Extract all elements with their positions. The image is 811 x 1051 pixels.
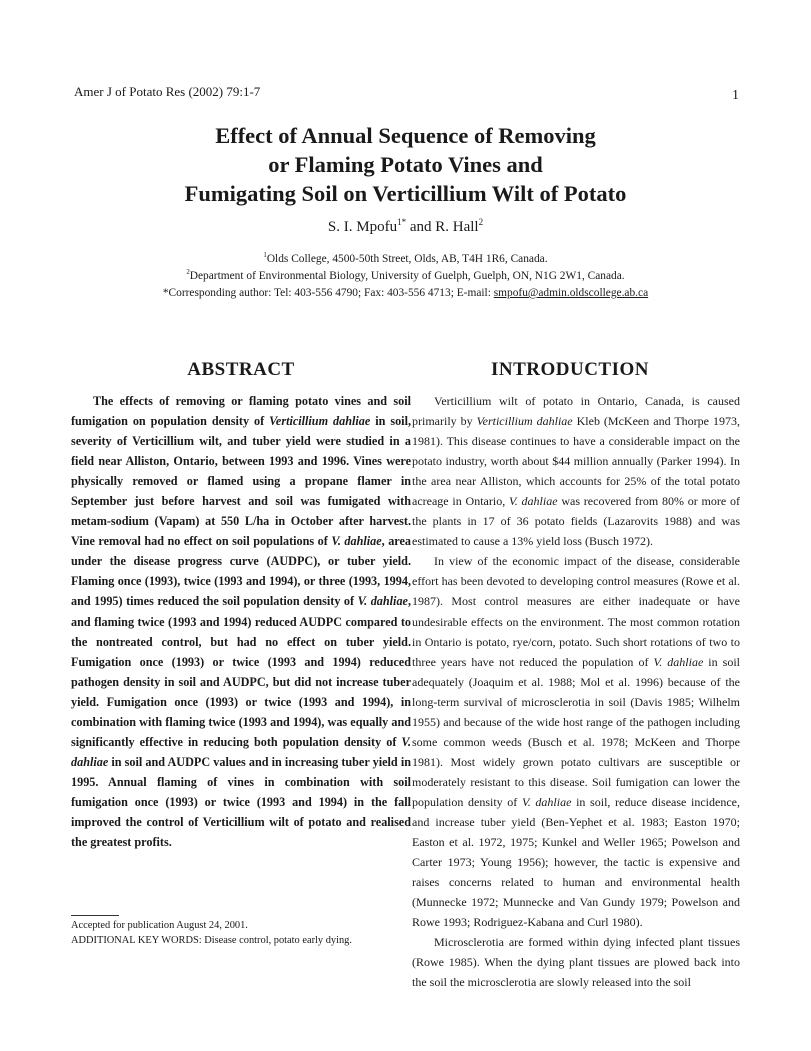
abstract-text: The effects of removing or flaming potato vines and soil fumigation on population density of: [71, 394, 411, 429]
abstract-text: , and flaming twice (1993 and 1994) reduced AUDPC compared to the nontreated control, but had no effect on tuber yield. Fumigation once (1993) or twice (1993 and 1994) reduced pathogen density in soil and AUDPC, but did not increase tuber yield. Fumigation once (1993) or twice (1993 and 1994), in combination with flaming twice (1993 and 1994), was equally and significantly effective in reducing both population density of: [71, 594, 411, 749]
page-number: 1: [732, 88, 739, 103]
affiliation-line: [0, 268, 811, 285]
abstract-body: [71, 391, 411, 852]
introduction-body: [412, 391, 740, 992]
intro-text: Verticillium wilt of potato in Ontario, Canada, is caused primarily by: [412, 394, 740, 429]
introduction-heading: INTRODUCTION: [490, 359, 650, 380]
affiliation-text: Olds College, 4500-50th Street, Olds, AB, T4H 1R6, Canada.: [266, 253, 548, 265]
abstract-text: in soil, severity of Verticillium wilt, and tuber yield were studied in a field near Alliston, Ontario, between 1993 and 1996. Vines were physically removed or flamed using a propane flamer in September just before harvest and soil was fumigated with metam-sodium (Vapam) at 550 L/ha in October after harvest. Vine removal had no effect on soil populations of: [71, 414, 411, 549]
keywords-note: ADDITIONAL KEY WORDS: Disease control, potato early dying.: [71, 934, 352, 946]
species-name: Verticillium dahliae: [476, 414, 573, 429]
intro-text: Kleb (McKeen and Thorpe 1973, 1981). This disease continues to have a considerable impact on the potato industry, worth about $44 million annually (Parker 1994). In the area near Alliston, which accounts for 25% of the total potato acreage in Ontario,: [412, 414, 740, 509]
author-name: R. Hall: [435, 219, 479, 235]
affiliation-mark: 1: [263, 252, 267, 260]
species-name: V. dahliae: [357, 594, 408, 609]
affiliation-text: Department of Environmental Biology, University of Guelph, Guelph, ON, N1G 2W1, Canada.: [189, 270, 625, 282]
running-header: [74, 84, 739, 103]
author-list: [0, 219, 811, 236]
intro-paragraph: [412, 391, 740, 551]
article-title: [0, 121, 811, 208]
affiliation-line: [0, 251, 811, 268]
title-line: Effect of Annual Sequence of Removing: [215, 123, 596, 148]
email-link[interactable]: smpofu@admin.oldscollege.ab.ca: [493, 287, 649, 299]
affiliation-mark: 2: [186, 269, 190, 277]
journal-reference: Amer J of Potato Res (2002) 79:1-7: [74, 84, 261, 99]
intro-text: in soil, reduce disease incidence, and increase tuber yield (Ben-Yephet et al. 1983; Easton 1970; Easton et al. 1972, 1975; Kunkel and Weller 1965; Powelson and Carter 1973; Young 1956); however, the tactic is expensive and raises concerns related to human and environmental health (Munnecke 1972; Munnecke and Van Gundy 1979; Powelson and Rowe 1993; Rodriguez-Kabana and Curl 1980).: [412, 794, 740, 930]
corresponding-text: *Corresponding author: Tel: 403-556 4790; Fax: 403-556 4713; E-mail:: [162, 287, 494, 299]
title-line: or Flaming Potato Vines and: [268, 152, 543, 177]
intro-paragraph: [412, 551, 740, 932]
intro-text: In view of the economic impact of the disease, considerable effort has been devoted to developing control measures (Rowe et al. 1987). Most control measures are either inadequate or have undesirable effects on the environment. The most common rotation in Ontario is potato, rye/corn, potato. Such short rotations of two to three years have not reduced the population of: [412, 554, 740, 669]
title-line: Fumigating Soil on Verticillium Wilt of Potato: [184, 181, 627, 206]
species-name: V. dahliae: [508, 494, 558, 509]
intro-text: was recovered from 80% or more of the plants in 17 of 36 potato fields (Lazarovits 1988) and was estimated to cause a 13% yield loss (Busch 1972).: [412, 494, 741, 549]
species-name: V. dahliae: [71, 734, 411, 769]
abstract-text: in soil and AUDPC values and in increasing tuber yield in 1995. Annual flaming of vines in combination with soil fumigation once (1993) or twice (1993 and 1994) in the fall improved the control of Verticillium wilt of potato and realised the greatest profits.: [71, 754, 411, 850]
accepted-note: Accepted for publication August 24, 2001.: [71, 920, 248, 931]
author-affiliation-mark: 2: [478, 217, 484, 227]
footnotes: [71, 919, 401, 948]
species-name: Verticillium dahliae: [269, 414, 371, 429]
intro-text: in soil adequately (Joaquim et al. 1988; Mol et al. 1996) because of the long-term survival of microsclerotia in soil (Davis 1985; Wilhelm 1955) and because of the wide host range of the pathogen including some common weeds (Busch et al. 1978; McKeen and Thorpe 1981). Most widely grown potato cultivars are susceptible or moderately resistant to this disease. Soil fumigation can lower the population density of: [412, 654, 741, 809]
author-separator: and: [406, 219, 436, 235]
intro-paragraph: Microsclerotia are formed within dying infected plant tissues (Rowe 1985). When the dying plant tissues are plowed back into the soil the microsclerotia are slowly released into the soil: [412, 935, 740, 990]
author-name: S. I. Mpofu: [327, 219, 398, 235]
species-name: V. dahliae: [653, 654, 704, 669]
species-name: V. dahliae: [331, 534, 382, 549]
corresponding-author: [0, 285, 811, 302]
abstract-text: , area under the disease progress curve (AUDPC), or tuber yield. Flaming once (1993), twice (1993 and 1994), or three (1993, 1994, and 1995) times reduced the soil population density of: [71, 534, 411, 609]
footnote-divider: [71, 915, 119, 916]
author-affiliation-mark: 1*: [397, 217, 407, 227]
species-name: V. dahliae: [521, 794, 572, 809]
abstract-heading: ABSTRACT: [187, 359, 295, 380]
affiliations: [0, 251, 811, 302]
